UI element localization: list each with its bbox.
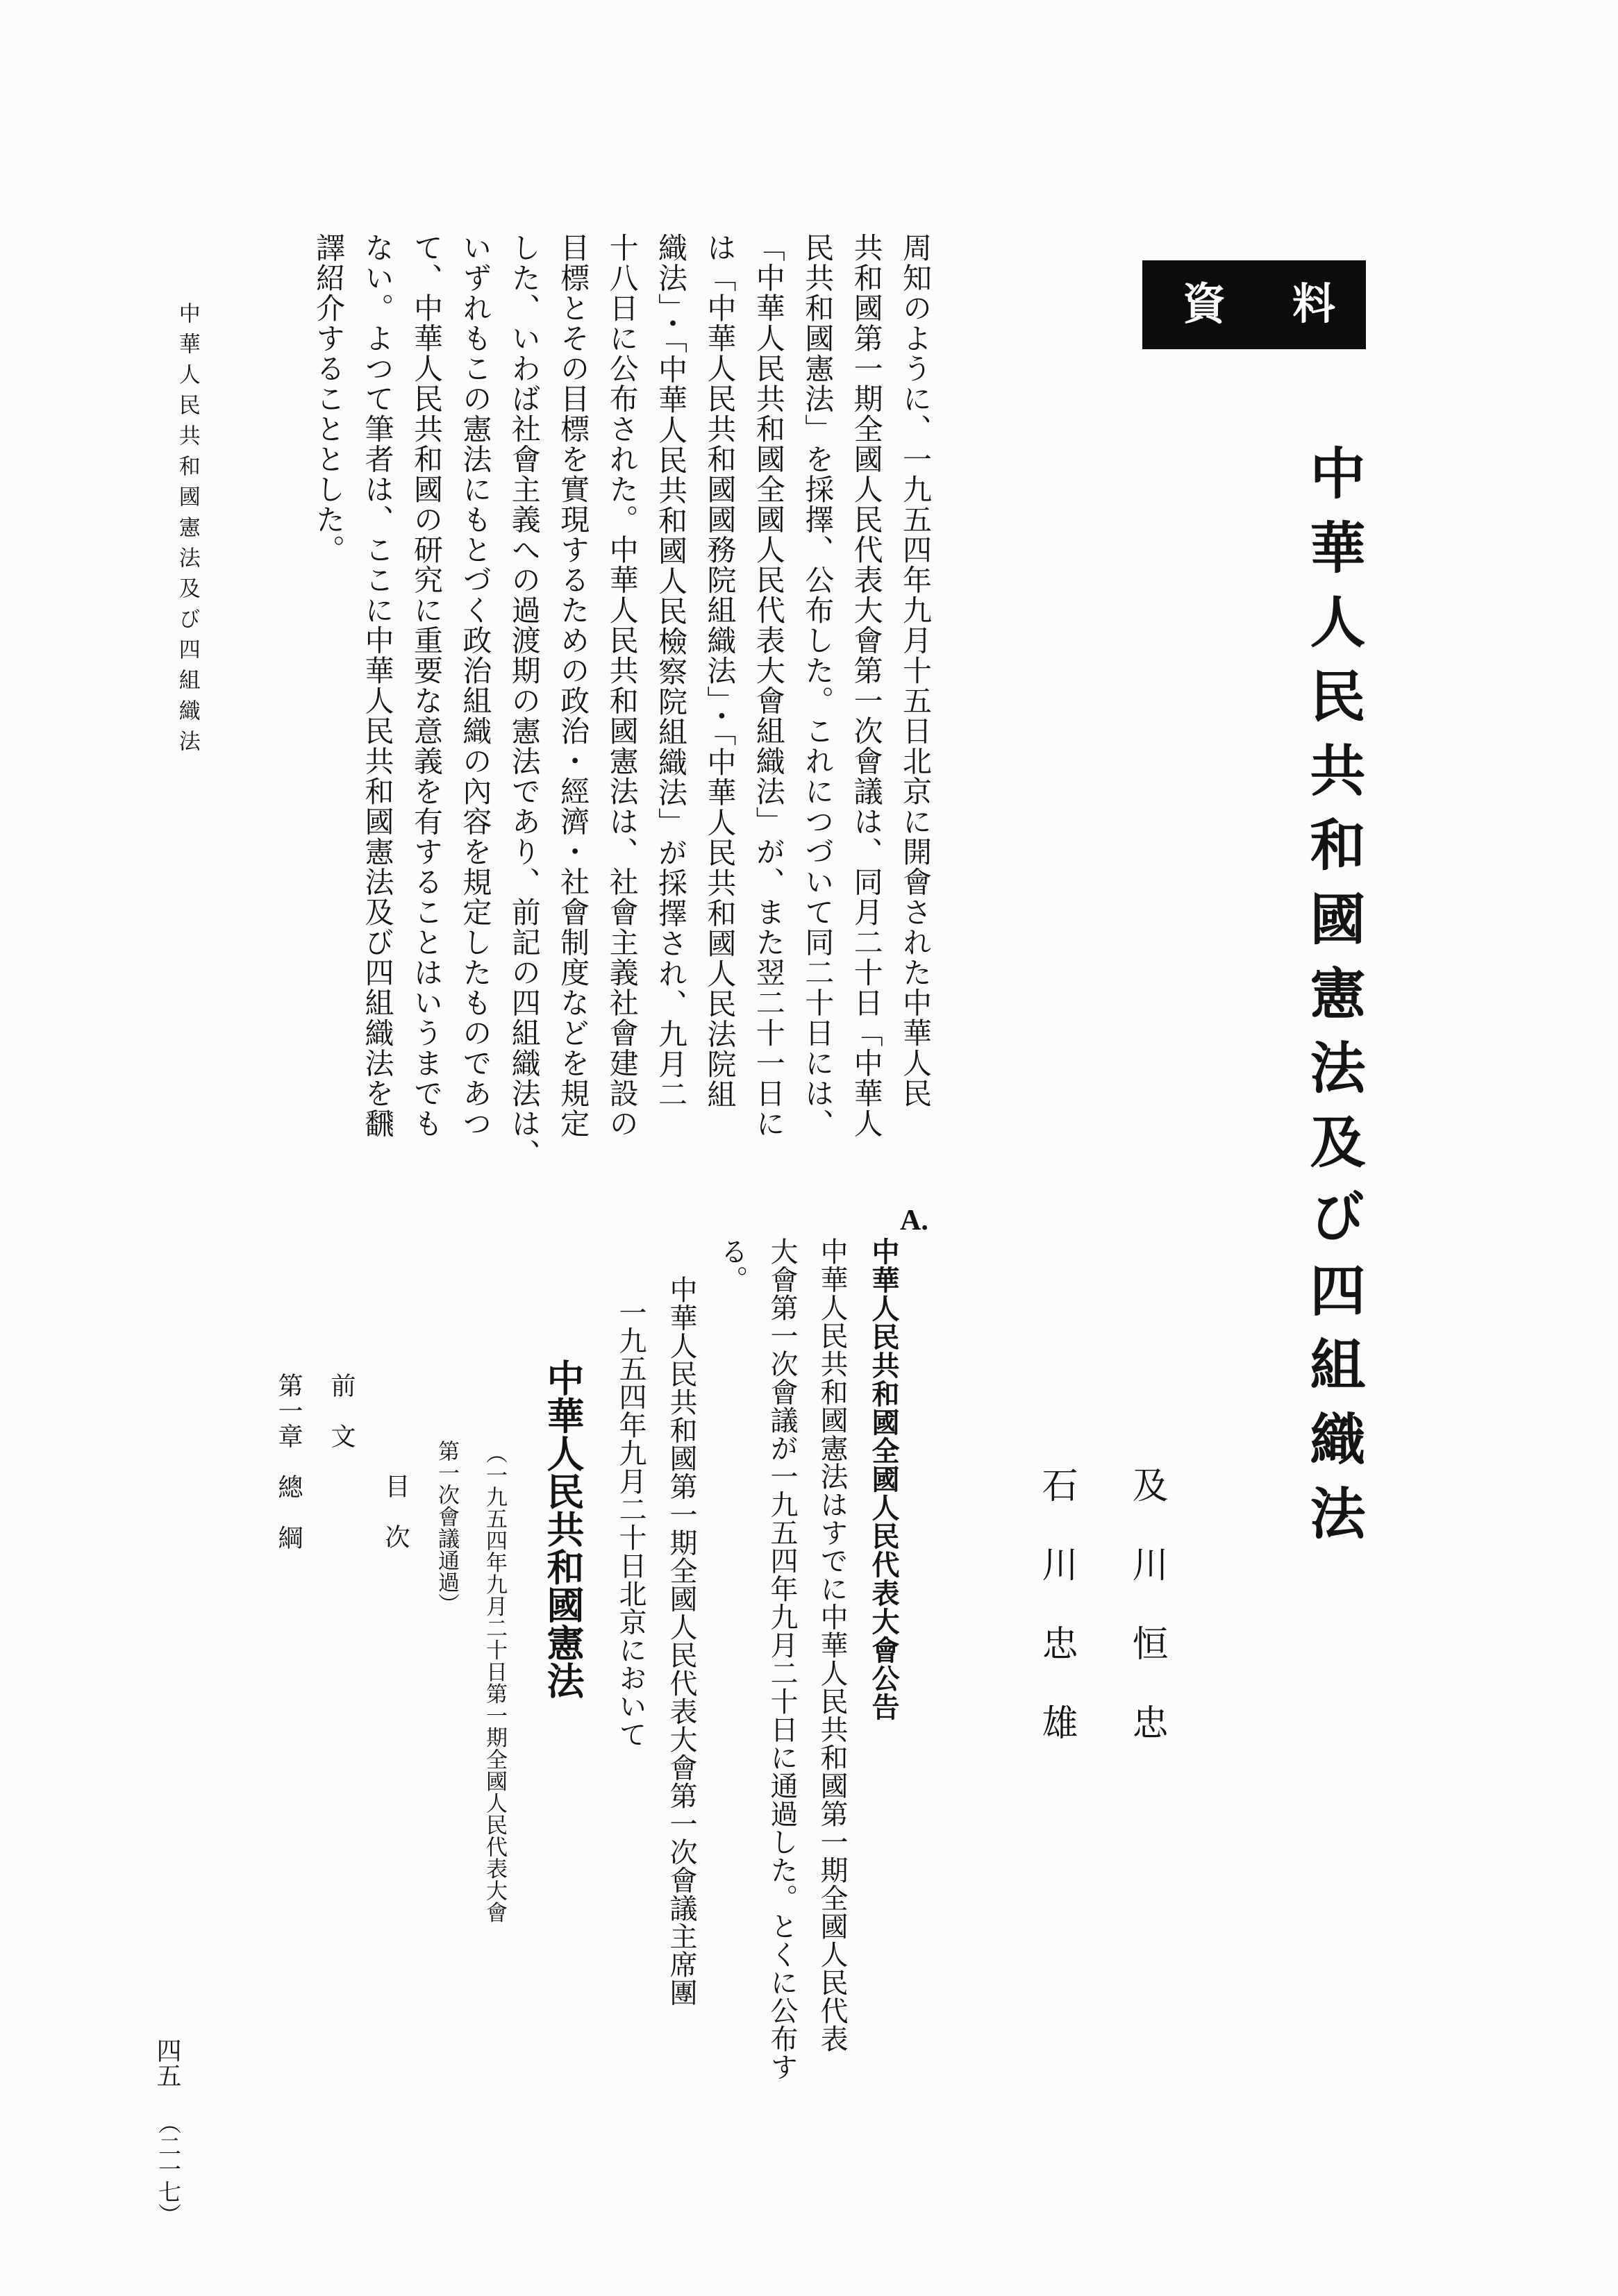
signature-line: 中華人民共和國第一期全國人民代表大會第一次會議主席團 <box>666 1275 697 2006</box>
text-column: 十八日に公布された。中華人民共和國憲法は、社會主義社會建設の <box>605 233 637 1139</box>
text-column: は「中華人民共和國國務院組織法」・「中華人民共和國人民法院組 <box>703 233 735 1109</box>
text-column: 譯紹介することとした。 <box>312 233 344 565</box>
text-column: る。 <box>717 1237 748 1293</box>
proclamation-section <box>269 1237 910 2230</box>
text-column: ない。よつて筆者は、ここに中華人民共和國憲法及び四組織法を飜 <box>360 233 393 1139</box>
page-number <box>151 2038 183 2226</box>
text-column: て、中華人民共和國の研究に重要な意義を有することはいうまでも <box>409 233 442 1139</box>
text-column: した、いわば社會主義への過渡期の憲法であり、前記の四組織法は、 <box>507 233 540 1169</box>
toc-header: 目 次 <box>382 1473 410 1550</box>
author-name: 石川忠雄 <box>1036 1466 1076 1783</box>
running-header: 中華人民共和國憲法及び四組織法 <box>175 302 200 760</box>
text-column: 中華人民共和國憲法はすでに中華人民共和國第一期全國人民代表 <box>817 1237 848 2053</box>
page-number-paren: （二一七） <box>155 2111 180 2226</box>
shiryo-label-box: 資料 <box>1142 260 1366 349</box>
adoption-note: 第一次會議通過） <box>435 1440 459 1615</box>
page-title: 中華人民共和國憲法及び四組織法 <box>1301 444 1362 1559</box>
text-column: 共和國第一期全國人民代表大會第一次會議は、同月二十日「中華人 <box>849 233 882 1139</box>
text-column: いずれもこの憲法にもとづく政治組織の內容を規定したものであつ <box>458 233 491 1139</box>
section-marker-a: A. <box>900 1205 928 1237</box>
author-name: 及川恒忠 <box>1126 1466 1166 1783</box>
dateline: 一九五四年九月二十日北京において <box>615 1298 647 1748</box>
text-column: 民共和國憲法」を採擇、公布した。これにつづいて同二十日には、 <box>801 233 833 1139</box>
page-footer <box>151 2038 183 2226</box>
text-column: 周知のように、一九五四年九月十五日北京に開會された中華人民 <box>899 233 931 1109</box>
toc-entry-preamble: 前 文 <box>328 1373 356 1449</box>
text-column: 「中華人民共和國全國人民代表大會組織法」が、また翌二十一日に <box>751 233 784 1139</box>
author-block <box>1010 1466 1191 1827</box>
intro-paragraph <box>303 233 939 1180</box>
page-number-kanji: 四五 <box>153 2038 181 2088</box>
proclamation-heading: 中華人民共和國全國人民代表大會公告 <box>868 1237 899 1721</box>
constitution-heading: 中華人民共和國憲法 <box>542 1359 583 1700</box>
text-column: 目標とその目標を實現するための政治・經濟・社會制度などを規定 <box>556 233 589 1139</box>
adoption-note: （一九五四年九月二十日第一期全國人民代表大會 <box>483 1442 507 1923</box>
text-column: 織法」・「中華人民共和國人民檢察院組織法」が採擇され、九月二 <box>653 233 686 1109</box>
text-column: 大會第一次會議が一九五四年九月二十日に通過した。とくに公布す <box>767 1237 798 2081</box>
toc-entry-chapter1: 第一章 總 綱 <box>275 1373 303 1550</box>
